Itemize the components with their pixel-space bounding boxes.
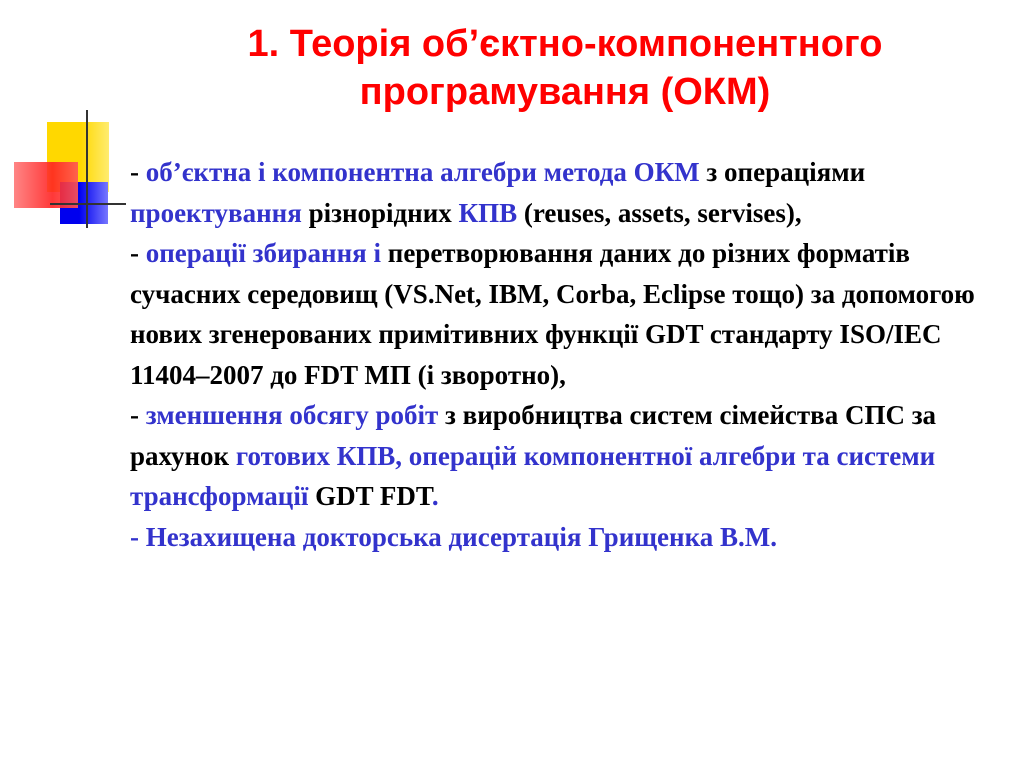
text-run: з виробництва систем сімейства СПС за рахунок [130,400,937,471]
text-run: перетворювання даних до різних форматів сучасних середовищ (VS.Net, IBM, Corba, Eclipse тощо) за допомогою нових згенерованих примітивних функції GDT стандарту ISO/IEC 11404–2007 до FDT МП (і зворотно), [130,238,975,390]
text-run-highlight: КПВ [458,197,518,228]
text-run-highlight: - Незахищена докторська дисертація Грищенка В.М. [130,521,777,552]
text-run-highlight: . [431,481,439,511]
text-run-highlight: готових КПВ, операцій компонентної алгебри та системи трансформації [130,440,936,511]
text-run: - [130,238,146,268]
text-run: різнорідних [301,197,459,228]
body-paragraph-3 [130,395,1000,517]
text-run: GDT FDT [308,481,432,511]
text-run: - [130,157,146,187]
text-run: - [130,400,146,430]
slide-title-line-2: програмування (ОКМ) [359,71,771,113]
body-paragraph-1 [130,152,1000,233]
text-run-highlight: об’єктна і компонентна алгебри метода ОКМ [145,157,700,187]
slide-title [130,20,1000,116]
deco-vertical-line [86,110,88,228]
text-run-highlight: зменшення обсягу робіт [145,400,439,430]
deco-red-square [14,162,78,208]
text-run-highlight: операції збирання і [145,238,382,268]
text-run-highlight: проектування [130,197,302,228]
slide-body [130,152,1000,557]
body-paragraph-2 [130,233,1000,395]
text-run: з операціями [699,157,866,187]
corner-decoration [0,100,130,240]
slide-title-line-1: 1. Теорія об’єктно-компонентного [247,23,883,65]
text-run: (reuses, assets, servises), [517,197,802,228]
body-paragraph-4 [130,517,1000,558]
deco-horizontal-line [50,203,126,205]
